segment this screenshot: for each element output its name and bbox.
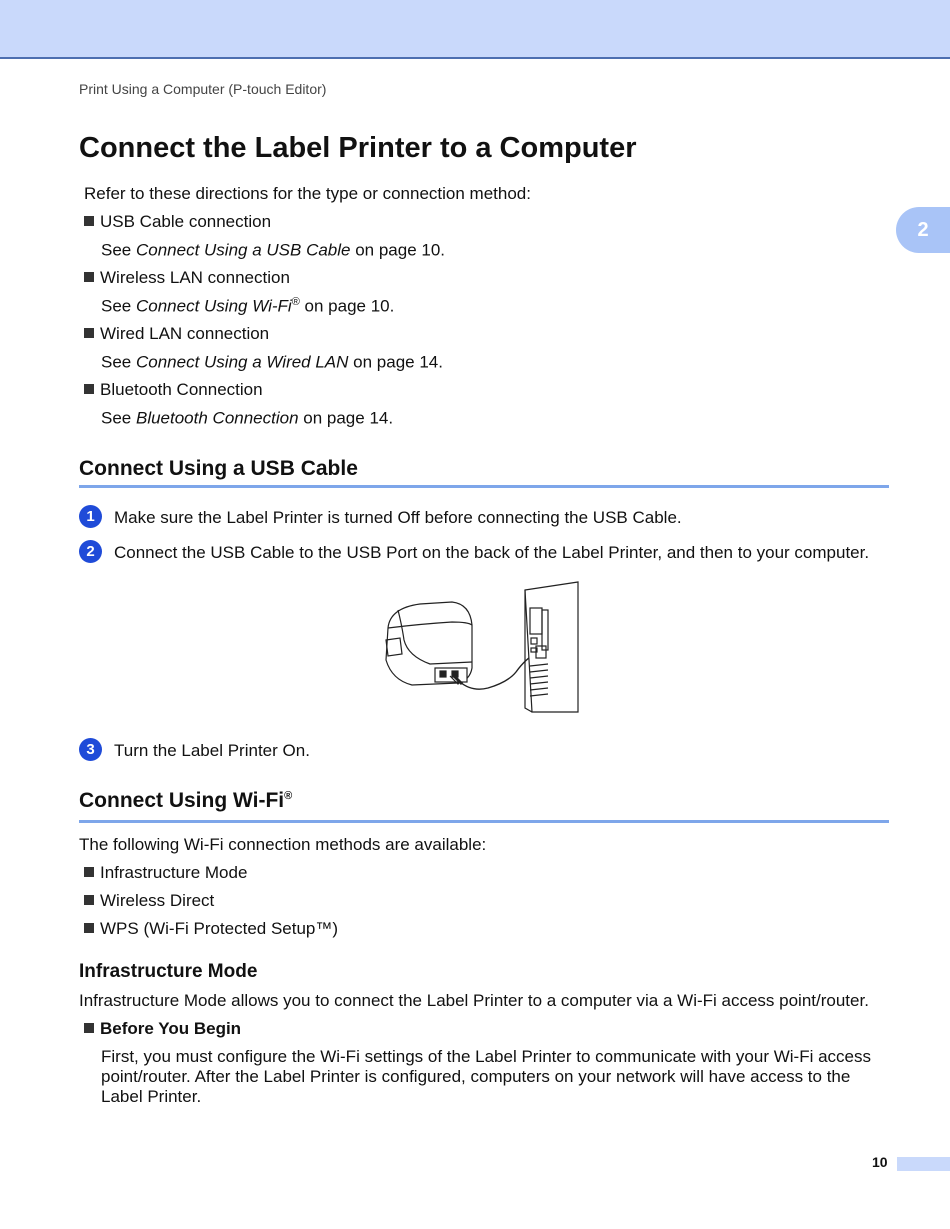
list-item <box>84 380 263 400</box>
page-ref: on page 10. <box>350 240 446 260</box>
wifi-intro: The following Wi-Fi connection methods are available: <box>79 835 487 854</box>
list-item <box>84 891 214 911</box>
page-ref: on page 10. <box>299 296 395 316</box>
section-rule <box>79 485 889 488</box>
before-you-begin-label: Before You Begin <box>100 1019 242 1038</box>
bullet-square-icon <box>84 384 94 394</box>
registered-mark: ® <box>284 790 293 802</box>
section-rule <box>79 820 889 823</box>
step-text: Turn the Label Printer On. <box>114 741 310 760</box>
list-item <box>84 324 269 344</box>
step-text: Make sure the Label Printer is turned Off before connecting the USB Cable. <box>114 508 682 527</box>
list-item <box>84 863 247 883</box>
see-reference <box>101 240 445 261</box>
see-prefix: See <box>101 408 136 428</box>
running-head: Print Using a Computer (P-touch Editor) <box>79 81 327 97</box>
page-number: 10 <box>872 1154 888 1170</box>
page-ref: on page 14. <box>298 408 394 428</box>
bullet-square-icon <box>84 216 94 226</box>
bullet-square-icon <box>84 923 94 933</box>
before-you-begin-text: First, you must configure the Wi-Fi settings of the Label Printer to communicate with your Wi-Fi access point/router. After the Label Printer is configured, computers on your network will have access to the Label Printer. <box>101 1047 871 1106</box>
see-reference <box>101 352 443 373</box>
method-label: Bluetooth Connection <box>100 380 263 399</box>
see-prefix: See <box>101 352 136 372</box>
bullet-square-icon <box>84 895 94 905</box>
reference-link[interactable]: Connect Using a Wired LAN <box>135 352 349 372</box>
list-item <box>84 1019 241 1039</box>
method-label: Wireless LAN connection <box>100 268 290 287</box>
step-number: 1 <box>79 505 102 528</box>
list-item <box>84 268 290 288</box>
section-heading-usb: Connect Using a USB Cable <box>79 457 358 480</box>
see-prefix: See <box>101 240 136 260</box>
step-number: 3 <box>79 738 102 761</box>
list-item <box>84 919 338 939</box>
step-text: Connect the USB Cable to the USB Port on the back of the Label Printer, and then to your computer. <box>114 543 870 562</box>
infra-intro: Infrastructure Mode allows you to connect the Label Printer to a computer via a Wi-Fi access point/router. <box>79 991 869 1010</box>
section-heading-wifi <box>79 789 292 813</box>
wifi-method: WPS (Wi-Fi Protected Setup™) <box>100 919 339 938</box>
wifi-method: Wireless Direct <box>100 891 215 910</box>
reference-link[interactable]: Connect Using a USB Cable <box>135 240 351 260</box>
see-prefix: See <box>101 296 136 316</box>
reference-link[interactable]: Connect Using Wi-Fi <box>135 296 292 316</box>
subsection-heading-infrastructure: Infrastructure Mode <box>79 961 258 982</box>
list-item <box>84 212 271 232</box>
heading-text: Connect Using Wi-Fi <box>79 789 285 812</box>
see-reference <box>101 408 393 429</box>
method-label: USB Cable connection <box>100 212 272 231</box>
chapter-tab: 2 <box>896 207 950 253</box>
bullet-square-icon <box>84 328 94 338</box>
page-title: Connect the Label Printer to a Computer <box>79 132 637 164</box>
reference-sup: ® <box>291 296 300 308</box>
usb-connection-illustration <box>380 580 585 716</box>
bullet-square-icon <box>84 272 94 282</box>
reference-link[interactable]: Bluetooth Connection <box>135 408 299 428</box>
header-band <box>0 0 950 59</box>
step-number: 2 <box>79 540 102 563</box>
bullet-square-icon <box>84 1023 94 1033</box>
bullet-square-icon <box>84 867 94 877</box>
footer-band <box>897 1157 950 1171</box>
see-reference <box>101 296 394 317</box>
intro-text: Refer to these directions for the type or connection method: <box>84 184 531 203</box>
wifi-method: Infrastructure Mode <box>100 863 248 882</box>
page-ref: on page 14. <box>348 352 443 372</box>
method-label: Wired LAN connection <box>100 324 270 343</box>
